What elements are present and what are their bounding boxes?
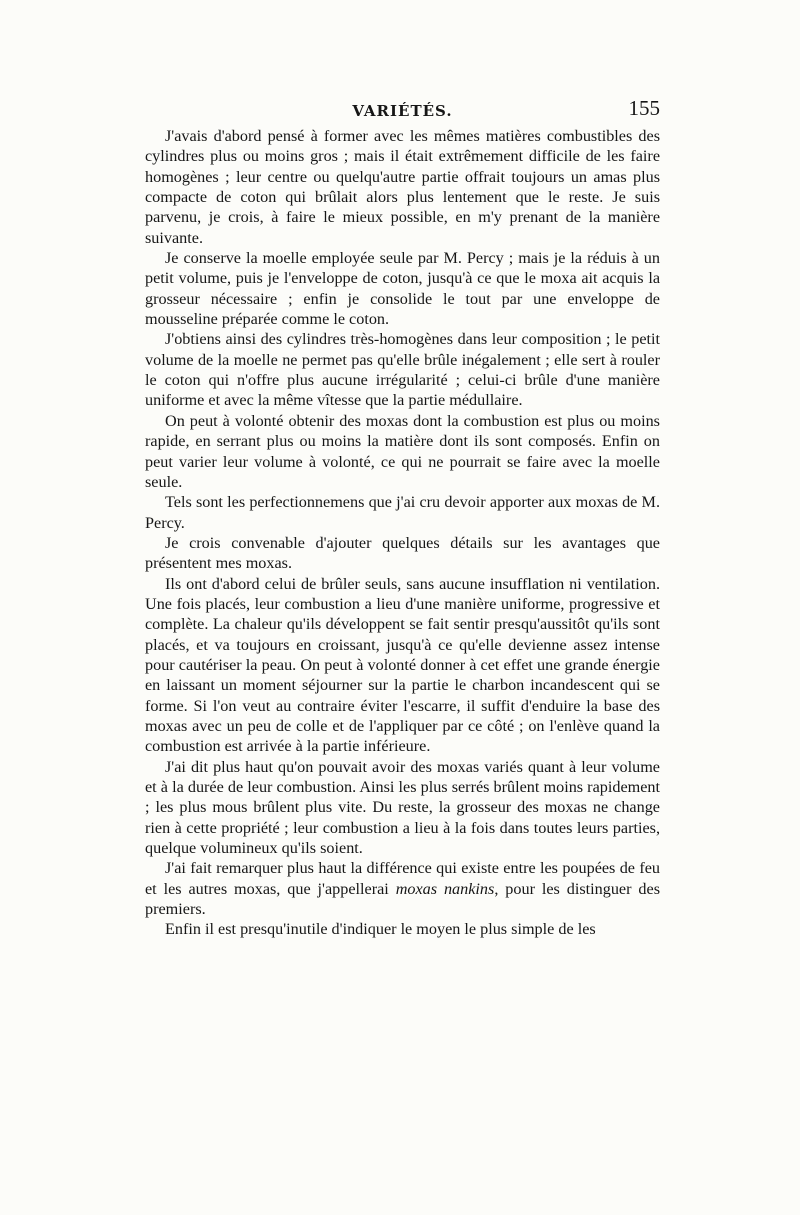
paragraph-7: Ils ont d'abord celui de brûler seuls, sans aucune insufflation ni ventilation. Une fois placés, leur combustion a lieu d'une manière uniforme, progressive et complète. La chaleur qu'ils développent se fait sentir presqu'aussitôt qu'ils sont placés, et va toujours en croissant, jusqu'à ce qu'elle devienne assez intense pour cautériser la peau. On peut à volonté donner à cet effet une grande énergie en laissant un moment séjourner sur la partie le charbon incandescent qui se forme. Si l'on veut au contraire éviter l'escarre, il suffit d'enduire la base des moxas avec un peu de colle et de l'appliquer par ce côté ; on l'enlève quand la combustion est arrivée à la partie inférieure. bbox=[145, 574, 660, 756]
page-number: 155 bbox=[628, 96, 660, 120]
paragraph-3: J'obtiens ainsi des cylindres très-homogènes dans leur composition ; le petit volume de la moelle ne permet pas qu'elle brûle inégalement ; elle sert à rouler le coton qui n'offre plus aucune irrégularité ; celui-ci brûle d'une manière uniforme et avec la même vîtesse que la partie médullaire. bbox=[145, 330, 660, 410]
page-header bbox=[145, 96, 660, 126]
body-text bbox=[145, 126, 660, 940]
paragraph-6: Je crois convenable d'ajouter quelques détails sur les avantages que présentent mes moxas. bbox=[145, 533, 660, 573]
paragraph-9 bbox=[145, 858, 660, 919]
paragraph-9-tail: , pour les distinguer des premiers. bbox=[145, 879, 660, 919]
paragraph-2: Je conserve la moelle employée seule par M. Percy ; mais je la réduis à un petit volume, puis je l'enveloppe de coton, jusqu'à ce que le moxa ait acquis la grosseur nécessaire ; enfin je consolide le tout par une enveloppe de mousseline préparée comme le coton. bbox=[145, 249, 660, 329]
paragraph-1: J'avais d'abord pensé à former avec les mêmes matières combustibles des cylindres plus ou moins gros ; mais il était extrêmement difficile de les faire homogènes ; leur centre ou quelqu'autre partie offrait toujours un amas plus compacte de coton qui brûlait alors plus lentement que le reste. Je suis parvenu, je crois, à faire le mieux possible, en m'y prenant de la manière suivante. bbox=[145, 127, 660, 247]
running-head: VARIÉTÉS. bbox=[352, 102, 453, 120]
italic-term: moxas nankins bbox=[395, 879, 495, 898]
paragraph-5: Tels sont les perfectionnemens que j'ai cru devoir apporter aux moxas de M. Percy. bbox=[145, 493, 660, 532]
paragraph-4: On peut à volonté obtenir des moxas dont la combustion est plus ou moins rapide, en serrant plus ou moins la matière dont ils sont composés. Enfin on peut varier leur volume à volonté, ce qui ne pourrait se faire avec la moelle seule. bbox=[145, 411, 660, 491]
paragraph-10-start: Enfin il est presqu'inutile d'indiquer le moyen le plus simple de les bbox=[165, 920, 596, 939]
paragraph-8: J'ai dit plus haut qu'on pouvait avoir des moxas variés quant à leur volume et à la durée de leur combustion. Ainsi les plus serrés brûlent moins rapidement ; les plus mous brûlent plus vite. Du reste, la grosseur des moxas ne change rien à cette propriété ; leur combustion a lieu à la fois dans toutes leurs parties, quelque volumineux qu'ils soient. bbox=[145, 757, 660, 858]
paragraph-9-text: J'ai fait remarquer plus haut la différence qui existe entre les poupées de feu et les autres moxas, que j'appellerai bbox=[145, 859, 660, 898]
